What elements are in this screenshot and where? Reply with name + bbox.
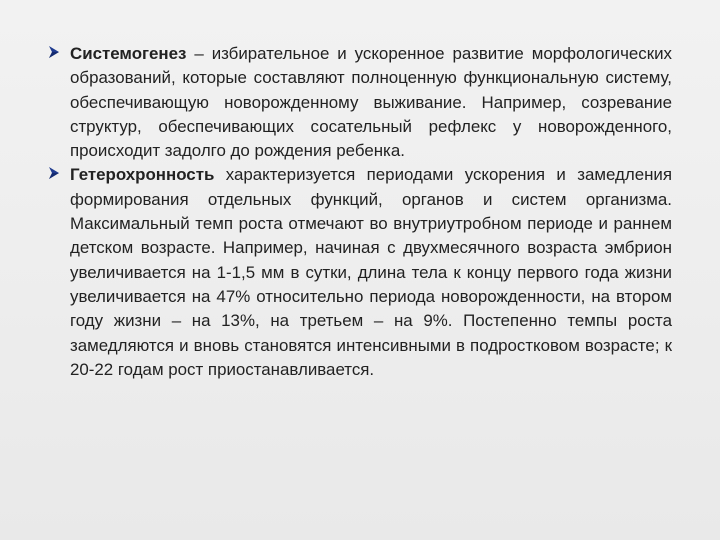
- definition-systemogenesis: – избирательное и ускоренное развитие морфологических образований, которые составляют полноценную функциональную систему, обеспечивающую новорожденному выживание. Например, созревание структур, обеспечивающих сосательный рефлекс у новорожденного, происходит задолго до рождения ребенка.: [70, 44, 672, 161]
- arrow-bullet-icon: [46, 43, 62, 61]
- bullet-item-heterochronicity: [46, 163, 672, 382]
- bullet-item-systemogenesis: [46, 42, 672, 163]
- bullet-list: [46, 42, 672, 382]
- definition-heterochronicity: характеризуется периодами ускорения и замедления формирования отдельных функций, органов и систем организма. Максимальный темп роста отмечают во внутриутробном периоде и раннем детском возрасте. Например, начиная с двухмесячного возраста эмбрион увеличивается на 1-1,5 мм в сутки, длина тела к концу первого года жизни увеличивается на 47% относительно периода новорожденности, на втором году жизни – на 13%, на третьем – на 9%. Постепенно темпы роста замедляются и вновь становятся интенсивными в подростковом возрасте; к 20-22 годам рост приостанавливается.: [70, 165, 672, 379]
- arrow-bullet-icon: [46, 164, 62, 182]
- term-heterochronicity: Гетерохронность: [70, 165, 215, 185]
- term-systemogenesis: Системогенез: [70, 44, 187, 63]
